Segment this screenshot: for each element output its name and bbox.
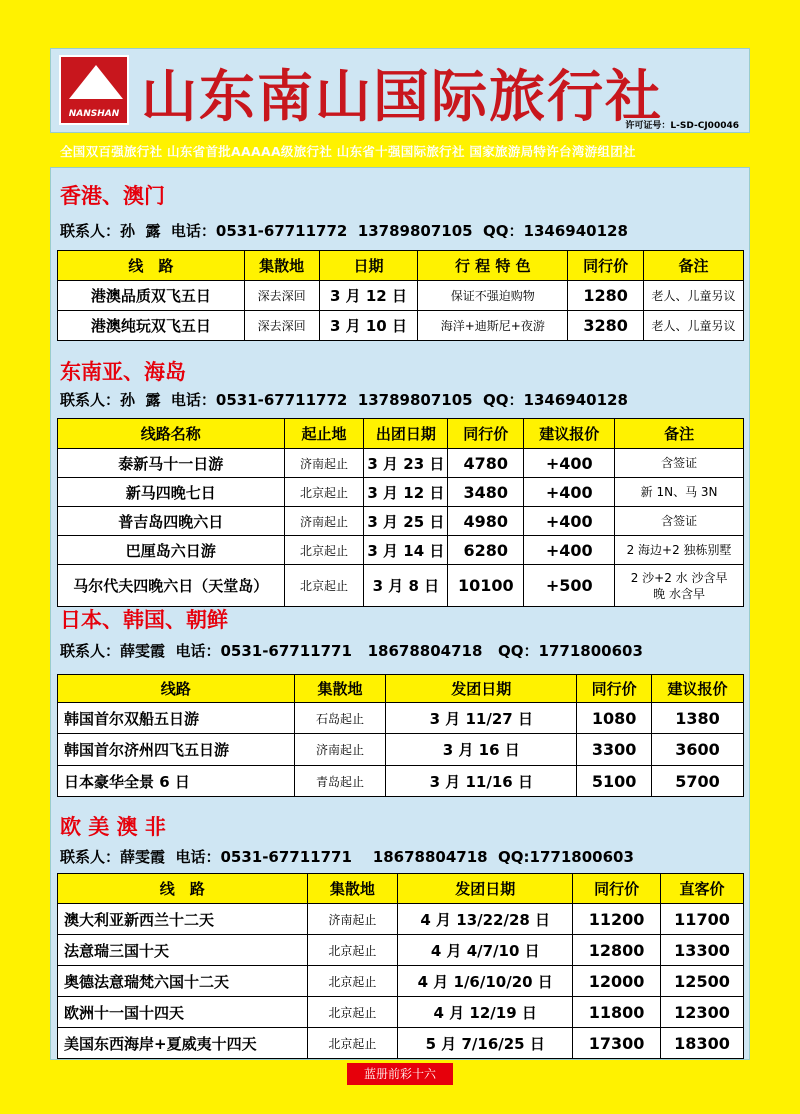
- route-table: [57, 418, 744, 607]
- table-cell: 含签证: [615, 507, 744, 536]
- table-cell: 1280: [568, 281, 644, 311]
- table-header-row: [58, 251, 744, 281]
- table-cell: +400: [524, 536, 615, 565]
- table-cell: 北京起止: [284, 565, 364, 607]
- column-header: 建议报价: [652, 675, 744, 703]
- table-cell: 3 月 10 日: [319, 311, 418, 341]
- table-row: [58, 935, 744, 966]
- table-cell: 3 月 11/27 日: [386, 703, 577, 734]
- table-cell: 北京起止: [284, 478, 364, 507]
- table-cell: 北京起止: [307, 997, 398, 1028]
- table-cell: +400: [524, 478, 615, 507]
- table-cell: 6280: [448, 536, 524, 565]
- table-row: [58, 507, 744, 536]
- table-cell: 3 月 8 日: [364, 565, 448, 607]
- column-header: 线路: [58, 675, 295, 703]
- mountain-icon: [69, 65, 123, 99]
- table-cell: 美国东西海岸+夏威夷十四天: [58, 1028, 308, 1059]
- table-cell: +400: [524, 507, 615, 536]
- table-row: [58, 311, 744, 341]
- contact-line: 联系人：孙 露 电话：0531-67711772 13789807105 QQ：1346940128: [60, 391, 628, 409]
- column-header: 备注: [644, 251, 744, 281]
- column-header: 备注: [615, 419, 744, 449]
- section-title: 日本、韩国、朝鲜: [60, 608, 228, 632]
- route-table: [57, 873, 744, 1059]
- table-row: [58, 703, 744, 734]
- table-cell: 港澳纯玩双飞五日: [58, 311, 245, 341]
- column-header: 日期: [319, 251, 418, 281]
- table-cell: 法意瑞三国十天: [58, 935, 308, 966]
- table-cell: 澳大利亚新西兰十二天: [58, 904, 308, 935]
- section-title: 香港、澳门: [60, 184, 165, 208]
- table-row: [58, 536, 744, 565]
- column-header: 建议报价: [524, 419, 615, 449]
- table-cell: 2 海边+2 独栋别墅: [615, 536, 744, 565]
- table-cell: 12500: [661, 966, 744, 997]
- table-row: [58, 565, 744, 607]
- table-cell: 5700: [652, 766, 744, 797]
- table-cell: 济南起止: [284, 449, 364, 478]
- table-row: [58, 449, 744, 478]
- table-cell: 深去深回: [244, 311, 319, 341]
- table-cell: 济南起止: [294, 734, 386, 766]
- section-title: 东南亚、海岛: [60, 360, 186, 384]
- table-cell: 3300: [577, 734, 652, 766]
- table-cell: 17300: [573, 1028, 661, 1059]
- table-header-row: [58, 419, 744, 449]
- table-cell: 老人、儿童另议: [644, 311, 744, 341]
- column-header: 同行价: [448, 419, 524, 449]
- table-cell: 11700: [661, 904, 744, 935]
- table-cell: 石岛起止: [294, 703, 386, 734]
- column-header: 同行价: [573, 874, 661, 904]
- column-header: 同行价: [568, 251, 644, 281]
- table-cell: 北京起止: [284, 536, 364, 565]
- tagline: 全国双百强旅行社 山东省首批AAAAA级旅行社 山东省十强国际旅行社 国家旅游局特许台湾游组团社: [60, 144, 636, 159]
- table-cell: 3480: [448, 478, 524, 507]
- table-row: [58, 766, 744, 797]
- table-cell: 济南起止: [284, 507, 364, 536]
- column-header: 发团日期: [398, 874, 573, 904]
- table-cell: 4 月 13/22/28 日: [398, 904, 573, 935]
- table-cell: 1080: [577, 703, 652, 734]
- table-cell: 3 月 23 日: [364, 449, 448, 478]
- section-title: 欧 美 澳 非: [60, 815, 166, 839]
- table-cell: 欧洲十一国十四天: [58, 997, 308, 1028]
- table-row: [58, 997, 744, 1028]
- table-cell: 13300: [661, 935, 744, 966]
- table-cell: 1380: [652, 703, 744, 734]
- table-cell: 3280: [568, 311, 644, 341]
- table-cell: 18300: [661, 1028, 744, 1059]
- column-header: 集散地: [244, 251, 319, 281]
- table-cell: 4 月 1/6/10/20 日: [398, 966, 573, 997]
- table-cell: 3 月 16 日: [386, 734, 577, 766]
- table-cell: 北京起止: [307, 1028, 398, 1059]
- table-cell: 韩国首尔济州四飞五日游: [58, 734, 295, 766]
- table-cell: 11200: [573, 904, 661, 935]
- table-cell: 普吉岛四晚六日: [58, 507, 285, 536]
- column-header: 出团日期: [364, 419, 448, 449]
- table-cell: 深去深回: [244, 281, 319, 311]
- table-cell: 5100: [577, 766, 652, 797]
- table-cell: 马尔代夫四晚六日（天堂岛）: [58, 565, 285, 607]
- table-row: [58, 478, 744, 507]
- table-cell: 2 沙+2 水 沙含早 晚 水含早: [615, 565, 744, 607]
- table-cell: 老人、儿童另议: [644, 281, 744, 311]
- column-header: 线路名称: [58, 419, 285, 449]
- table-cell: 12800: [573, 935, 661, 966]
- table-row: [58, 966, 744, 997]
- table-header-row: [58, 675, 744, 703]
- column-header: 起止地: [284, 419, 364, 449]
- column-header: 线 路: [58, 251, 245, 281]
- table-row: [58, 1028, 744, 1059]
- column-header: 发团日期: [386, 675, 577, 703]
- table-cell: 保证不强迫购物: [418, 281, 568, 311]
- page-footer: 蓝册前彩十六: [347, 1063, 453, 1085]
- column-header: 集散地: [307, 874, 398, 904]
- nanshan-logo: [59, 55, 129, 125]
- column-header: 线 路: [58, 874, 308, 904]
- table-row: [58, 281, 744, 311]
- column-header: 集散地: [294, 675, 386, 703]
- column-header: 行 程 特 色: [418, 251, 568, 281]
- table-row: [58, 904, 744, 935]
- table-cell: 3600: [652, 734, 744, 766]
- table-cell: 港澳品质双飞五日: [58, 281, 245, 311]
- table-cell: 3 月 11/16 日: [386, 766, 577, 797]
- table-cell: 3 月 14 日: [364, 536, 448, 565]
- table-cell: 新 1N、马 3N: [615, 478, 744, 507]
- column-header: 直客价: [661, 874, 744, 904]
- license-number: 许可证号：L-SD-CJ00046: [625, 121, 739, 131]
- table-cell: 奥德法意瑞梵六国十二天: [58, 966, 308, 997]
- table-cell: 4 月 12/19 日: [398, 997, 573, 1028]
- contact-line: 联系人：薛雯霞 电话：0531-67711771 18678804718 QQ:1771800603: [60, 848, 634, 866]
- table-cell: 3 月 25 日: [364, 507, 448, 536]
- table-cell: 泰新马十一日游: [58, 449, 285, 478]
- table-row: [58, 734, 744, 766]
- table-cell: 新马四晚七日: [58, 478, 285, 507]
- contact-line: 联系人：孙 露 电话：0531-67711772 13789807105 QQ：1346940128: [60, 222, 628, 240]
- table-cell: 5 月 7/16/25 日: [398, 1028, 573, 1059]
- table-cell: 4780: [448, 449, 524, 478]
- route-table: [57, 674, 744, 797]
- table-cell: 12000: [573, 966, 661, 997]
- table-cell: 济南起止: [307, 904, 398, 935]
- table-cell: 3 月 12 日: [364, 478, 448, 507]
- table-cell: 12300: [661, 997, 744, 1028]
- table-cell: 海洋+迪斯尼+夜游: [418, 311, 568, 341]
- table-cell: 4 月 4/7/10 日: [398, 935, 573, 966]
- table-cell: +400: [524, 449, 615, 478]
- table-cell: 4980: [448, 507, 524, 536]
- table-cell: 青岛起止: [294, 766, 386, 797]
- route-table: [57, 250, 744, 341]
- table-cell: 3 月 12 日: [319, 281, 418, 311]
- table-cell: 日本豪华全景 6 日: [58, 766, 295, 797]
- table-cell: +500: [524, 565, 615, 607]
- main-panel: [50, 167, 750, 1060]
- company-name: 山东南山国际旅行社: [141, 65, 663, 130]
- table-cell: 北京起止: [307, 935, 398, 966]
- table-cell: 巴厘岛六日游: [58, 536, 285, 565]
- contact-line: 联系人：薛雯霞 电话：0531-67711771 18678804718 QQ：1771800603: [60, 642, 643, 660]
- table-header-row: [58, 874, 744, 904]
- table-cell: 含签证: [615, 449, 744, 478]
- table-cell: 北京起止: [307, 966, 398, 997]
- header-banner: [50, 48, 750, 133]
- column-header: 同行价: [577, 675, 652, 703]
- logo-text: NANSHAN: [68, 109, 120, 119]
- table-cell: 10100: [448, 565, 524, 607]
- table-cell: 韩国首尔双船五日游: [58, 703, 295, 734]
- table-cell: 11800: [573, 997, 661, 1028]
